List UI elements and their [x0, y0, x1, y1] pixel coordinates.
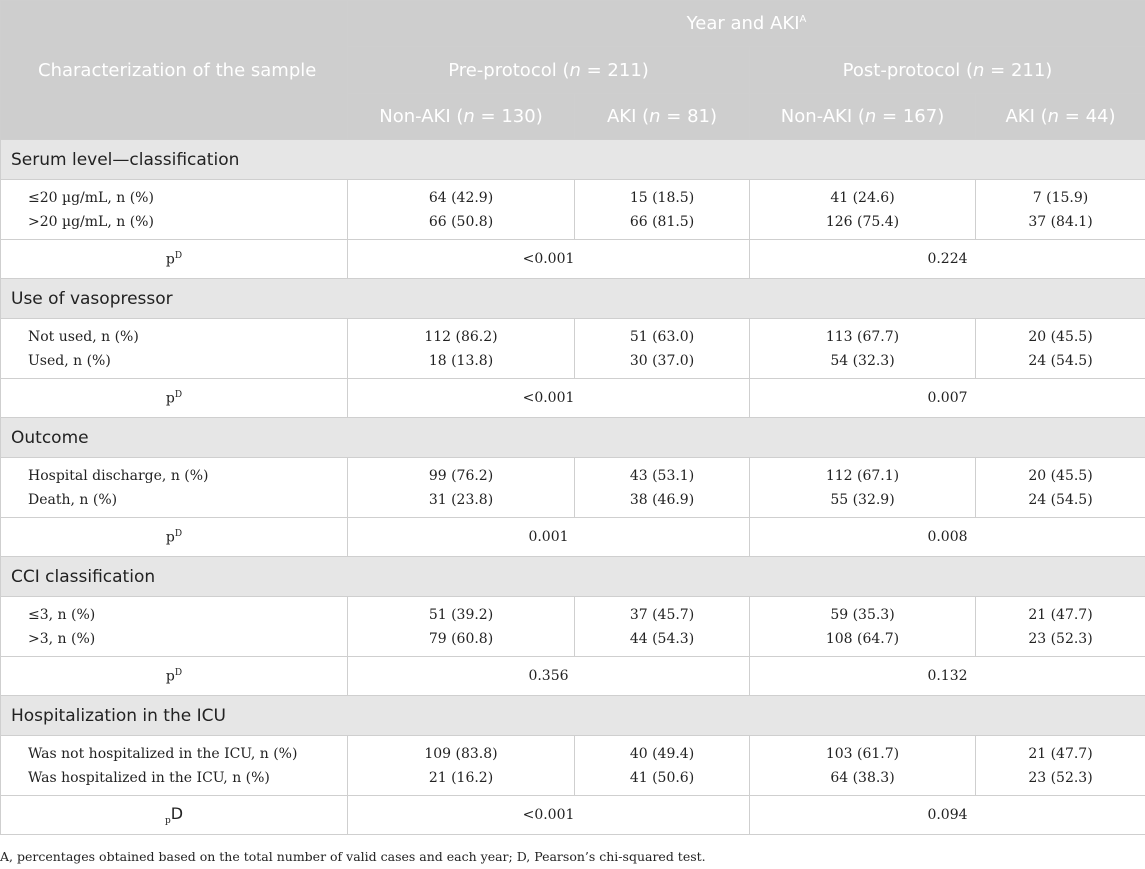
pre-protocol-header-text: Pre-protocol (: [448, 59, 570, 81]
row-label: Not used, n (%): [28, 328, 139, 345]
year-aki-header: [348, 1, 1145, 47]
section-data-row: [1, 180, 1145, 240]
p-label: p: [165, 251, 175, 268]
section-header-row: [1, 279, 1145, 319]
value: 20 (45.5): [1028, 328, 1093, 345]
row-label: >20 µg/mL, n (%): [28, 213, 154, 230]
p-label-cell: [1, 379, 348, 418]
subgroup-header-n: n: [649, 106, 661, 127]
value-cell: [575, 597, 750, 657]
p-label-cell: [1, 518, 348, 557]
section-title: Serum level—classification: [1, 140, 1145, 180]
section-title: Outcome: [1, 418, 1145, 458]
p-value-pre: <0.001: [348, 240, 750, 279]
subgroup-header-text: Non-AKI (: [379, 106, 464, 127]
value: 40 (49.4): [629, 745, 695, 762]
pre-protocol-header: [348, 47, 750, 94]
section-header-row: [1, 418, 1145, 458]
pre-protocol-header-n: n: [569, 59, 581, 81]
section-data-row: [1, 458, 1145, 518]
p-value-pre: 0.001: [348, 518, 750, 557]
value: 23 (52.3): [1028, 630, 1093, 647]
subgroup-header-n: n: [463, 106, 475, 127]
section-title: Use of vasopressor: [1, 279, 1145, 319]
subgroup-header-n: n: [1047, 106, 1060, 127]
table-footnote: A, percentages obtained based on the total number of valid cases and each year; D, Pearson’s chi-squared test.: [0, 849, 706, 864]
subgroup-header: [976, 94, 1145, 140]
value: 21 (16.2): [428, 769, 494, 786]
subgroup-header-count: = 167): [876, 106, 945, 127]
year-aki-header-text: Year and AKI: [686, 13, 800, 34]
value-cell: [976, 458, 1145, 518]
value: 112 (67.1): [825, 467, 900, 484]
subgroup-header: [575, 94, 750, 140]
p-value-row: [1, 240, 1145, 279]
section-title: Hospitalization in the ICU: [1, 696, 1145, 736]
post-protocol-header-count: = 211): [984, 59, 1053, 81]
value-cell: [575, 736, 750, 796]
row-label: Was hospitalized in the ICU, n (%): [28, 769, 270, 786]
p-value-post: 0.094: [750, 796, 1145, 835]
value: 37 (84.1): [1028, 213, 1093, 230]
row-label: >3, n (%): [28, 630, 96, 647]
row-labels: [1, 597, 348, 657]
row-labels: [1, 458, 348, 518]
subgroup-header-n: n: [864, 106, 877, 127]
value: 51 (63.0): [629, 328, 695, 345]
section-header-row: [1, 140, 1145, 180]
value: 99 (76.2): [428, 467, 494, 484]
value: 51 (39.2): [428, 606, 494, 623]
p-label-cell: [1, 240, 348, 279]
p-test-mark: D: [170, 804, 184, 824]
value: 41 (24.6): [830, 189, 895, 206]
value: 37 (45.7): [629, 606, 695, 623]
p-value-row: [1, 796, 1145, 835]
section-data-row: [1, 319, 1145, 379]
subgroup-header-count: = 130): [474, 106, 543, 127]
row-label: Was not hospitalized in the ICU, n (%): [28, 745, 298, 762]
value: 7 (15.9): [1032, 189, 1089, 206]
p-value-row: [1, 379, 1145, 418]
value: 64 (42.9): [428, 189, 494, 206]
value: 21 (47.7): [1028, 745, 1093, 762]
value-cell: [976, 597, 1145, 657]
row-labels: [1, 736, 348, 796]
value-cell: [750, 597, 976, 657]
subgroup-header-text: AKI (: [606, 106, 650, 127]
p-value-pre: 0.356: [348, 657, 750, 696]
value: 20 (45.5): [1028, 467, 1093, 484]
row-labels: [1, 180, 348, 240]
subgroup-header-count: = 81): [660, 106, 718, 127]
value-cell: [348, 458, 575, 518]
post-protocol-header-n: n: [973, 59, 985, 81]
row-label-header: Characterization of the sample: [1, 1, 348, 140]
value: 59 (35.3): [830, 606, 895, 623]
value-cell: [575, 319, 750, 379]
value: 18 (13.8): [428, 352, 494, 369]
row-label: Death, n (%): [28, 491, 118, 508]
row-label: Hospital discharge, n (%): [28, 467, 209, 484]
value-cell: [575, 180, 750, 240]
value-cell: [348, 736, 575, 796]
subgroup-header: [348, 94, 575, 140]
post-protocol-header: [750, 47, 1145, 94]
value: 126 (75.4): [825, 213, 900, 230]
table-body: [1, 140, 1145, 835]
post-protocol-header-text: Post-protocol (: [842, 59, 973, 81]
value-cell: [575, 458, 750, 518]
p-label: p: [165, 390, 175, 407]
value-cell: [750, 736, 976, 796]
year-aki-header-sup: A: [799, 14, 807, 25]
value: 30 (37.0): [629, 352, 695, 369]
value: 24 (54.5): [1028, 352, 1093, 369]
p-label: p: [164, 815, 171, 826]
value: 23 (52.3): [1028, 769, 1093, 786]
p-value-post: 0.224: [750, 240, 1145, 279]
section-header-row: [1, 557, 1145, 597]
subgroup-header-count: = 44): [1059, 106, 1116, 127]
value: 113 (67.7): [825, 328, 900, 345]
value-cell: [976, 180, 1145, 240]
p-label: p: [165, 668, 175, 685]
value: 112 (86.2): [424, 328, 498, 345]
value-cell: [976, 319, 1145, 379]
subgroup-header-text: Non-AKI (: [780, 106, 865, 127]
value: 44 (54.3): [629, 630, 695, 647]
value-cell: [750, 458, 976, 518]
pre-protocol-header-count: = 211): [580, 59, 649, 81]
value-cell: [348, 597, 575, 657]
value: 24 (54.5): [1028, 491, 1093, 508]
p-value-row: [1, 518, 1145, 557]
value: 109 (83.8): [424, 745, 498, 762]
p-value-pre: <0.001: [348, 796, 750, 835]
value-cell: [750, 180, 976, 240]
row-label: ≤20 µg/mL, n (%): [28, 189, 154, 206]
value: 66 (50.8): [428, 213, 494, 230]
p-test-mark: D: [174, 667, 183, 678]
value: 108 (64.7): [825, 630, 900, 647]
subgroup-header: [750, 94, 976, 140]
value-cell: [348, 319, 575, 379]
p-value-post: 0.132: [750, 657, 1145, 696]
section-data-row: [1, 597, 1145, 657]
value: 21 (47.7): [1028, 606, 1093, 623]
p-label-cell: [1, 657, 348, 696]
row-label: Used, n (%): [28, 352, 111, 369]
value: 31 (23.8): [428, 491, 494, 508]
p-test-mark: D: [174, 528, 183, 539]
row-labels: [1, 319, 348, 379]
p-label: p: [165, 529, 175, 546]
value: 55 (32.9): [830, 491, 895, 508]
p-value-post: 0.007: [750, 379, 1145, 418]
p-value-pre: <0.001: [348, 379, 750, 418]
value: 79 (60.8): [428, 630, 494, 647]
value-cell: [750, 319, 976, 379]
value: 38 (46.9): [629, 491, 695, 508]
row-label: ≤3, n (%): [28, 606, 96, 623]
value-cell: [348, 180, 575, 240]
p-label-cell: [1, 796, 348, 835]
value: 103 (61.7): [825, 745, 900, 762]
subgroup-header-text: AKI (: [1005, 106, 1048, 127]
value: 41 (50.6): [629, 769, 695, 786]
section-header-row: [1, 696, 1145, 736]
value-cell: [976, 736, 1145, 796]
p-test-mark: D: [174, 250, 183, 261]
p-value-row: [1, 657, 1145, 696]
p-value-post: 0.008: [750, 518, 1145, 557]
value: 43 (53.1): [629, 467, 695, 484]
section-data-row: [1, 736, 1145, 796]
p-test-mark: D: [174, 389, 183, 400]
value: 15 (18.5): [629, 189, 695, 206]
value: 66 (81.5): [629, 213, 695, 230]
section-title: CCI classification: [1, 557, 1145, 597]
value: 64 (38.3): [830, 769, 895, 786]
value: 54 (32.3): [830, 352, 895, 369]
